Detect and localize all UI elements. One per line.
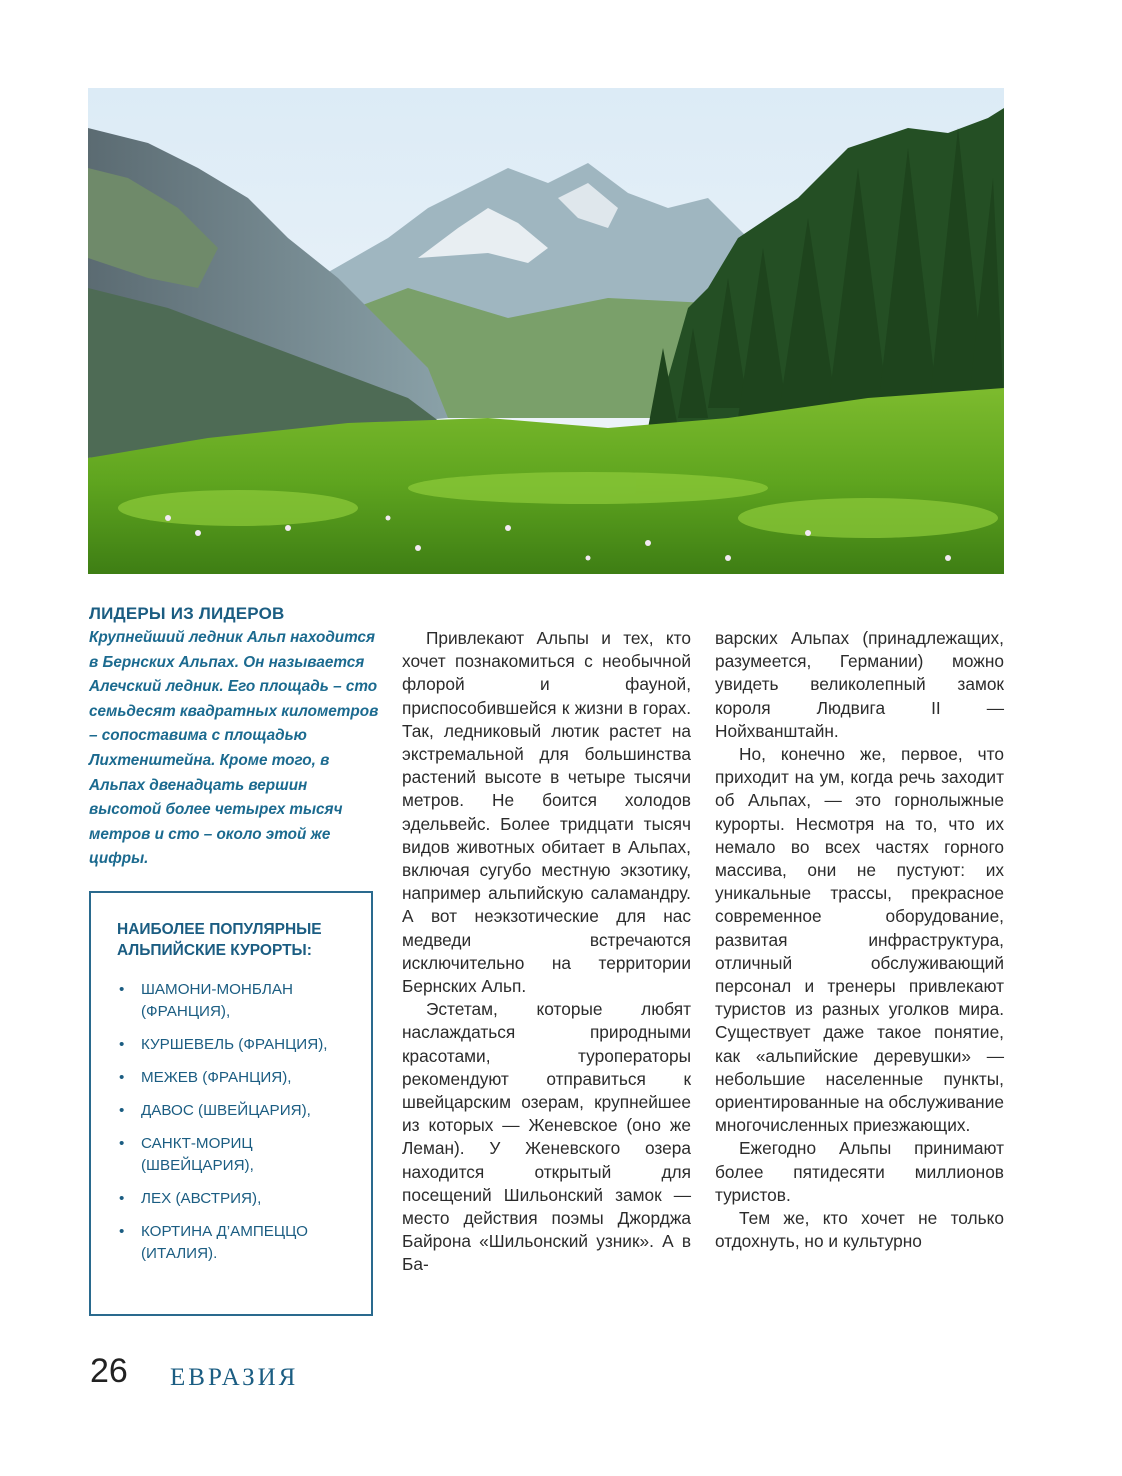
list-item: • МЕЖЕВ (ФРАНЦИЯ),: [117, 1067, 349, 1089]
paragraph: Ежегодно Альпы принимают более пятидесяти миллионов туристов.: [715, 1138, 1004, 1205]
sidebar-title: ЛИДЕРЫ ИЗ ЛИДЕРОВ: [89, 604, 285, 623]
paragraph: Но, конечно же, первое, что приходит на ум, когда речь заходит об Альпах, — это горнолыжные курорты. Несмотря на то, что их немало во всех частях горного массива, они не пустуют: их уникальные трассы, прекрасное современное оборудование, развитая инфраструктура, отличный обслуживающий персонал и тренеры привлекают туристов из разных уголков мира. Существует даже такое понятие, как «альпийские деревушки» — небольшие населенные пункты, ориентированные на обслуживание многочисленных приезжающих.: [715, 744, 1004, 1136]
list-item: • КОРТИНА Д’АМПЕЦЦО (ИТАЛИЯ).: [117, 1221, 349, 1265]
article-column-2: [715, 627, 1004, 1253]
list-item: • ДАВОС (ШВЕЙЦАРИЯ),: [117, 1100, 349, 1122]
list-item: • ШАМОНИ-МОНБЛАН (ФРАНЦИЯ),: [117, 979, 349, 1023]
sidebar-text: Крупнейший ледник Альп находится в Бернских Альпах. Он называется Алечский ледник. Его площадь – сто семьдесят квадратных километров – сопоставима с площадью Лихтенштейна. Кроме того, в Альпах двенадцать вершин высотой более четырех тысяч метров и сто – около этой же цифры.: [89, 629, 379, 868]
list-item: • ЛЕХ (АВСТРИЯ),: [117, 1188, 349, 1210]
list-item: • САНКТ-МОРИЦ (ШВЕЙЦАРИЯ),: [117, 1133, 349, 1177]
paragraph: Тем же, кто хочет не только отдохнуть, но и культурно: [715, 1208, 1004, 1252]
sidebar-note: [89, 600, 379, 872]
list-item: • КУРШЕВЕЛЬ (ФРАНЦИЯ),: [117, 1034, 349, 1056]
paragraph: Привлекают Альпы и тех, кто хочет познакомиться с необычной флорой и фауной, приспособившейся к жизни в горах. Так, ледниковый лютик растет на экстремальной для большинства растений высоте в четыре тысячи метров. Не боится холодов эдельвейс. Более тридцати тысяч видов животных обитает в Альпах, включая сугубо местную экзотику, например альпийскую саламандру. А вот неэкзотические для нас медведи встречаются исключительно на территории Бернских Альп.: [402, 628, 691, 997]
page-footer: [90, 1352, 128, 1391]
resorts-list: [117, 979, 349, 1265]
resorts-box-title: НАИБОЛЕЕ ПОПУЛЯРНЫЕ АЛЬПИЙСКИЕ КУРОРТЫ:: [117, 921, 322, 959]
alps-landscape-photo: [88, 88, 1004, 574]
resorts-box: [89, 891, 373, 1316]
page-number: 26: [90, 1352, 128, 1390]
magazine-logo: ЕВРАЗИЯ: [170, 1364, 299, 1391]
paragraph: варских Альпах (принадлежащих, разумеется, Германии) можно увидеть великолепный замок короля Людвига II — Нойхванштайн.: [715, 628, 1004, 741]
article-column-1: [402, 627, 691, 1277]
paragraph: Эстетам, которые любят наслаждаться природными красотами, туроператоры рекомендуют отправиться к швейцарским озерам, крупнейшее из которых — Женевское (оно же Леман). У Женевского озера находится открытый для посещений Шильонский замок — место действия поэмы Джорджа Байрона «Шильонский узник». А в Ба-: [402, 999, 691, 1275]
